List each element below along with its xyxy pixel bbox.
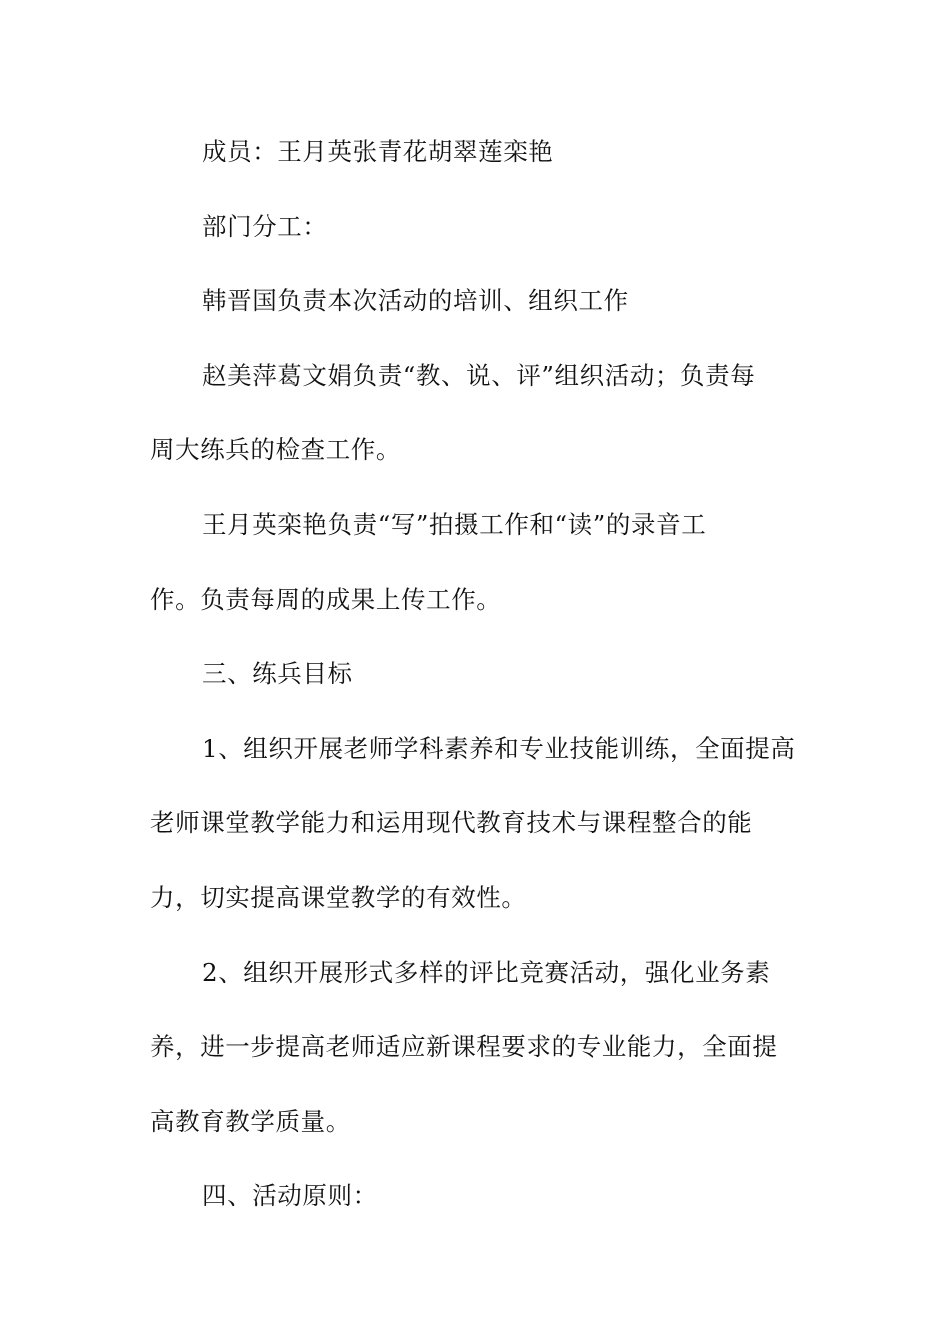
paragraph-line: 作。负责每周的成果上传工作。 [150,585,502,614]
paragraph-line: 高教育教学质量。 [150,1107,351,1136]
paragraph-line: 王月英栾艳负责“写”拍摄工作和“读”的录音工 [202,510,707,539]
paragraph-line: 2、组织开展形式多样的评比竞赛活动，强化业务素 [202,958,771,987]
paragraph-line: 周大练兵的检查工作。 [150,435,401,464]
paragraph-line: 赵美萍葛文娟负责“教、说、评”组织活动；负责每 [202,361,756,390]
division-heading: 部门分工： [202,212,328,241]
section-heading-goals: 三、练兵目标 [202,659,353,688]
section-heading-principles: 四、活动原则： [202,1181,378,1210]
paragraph-line: 1、组织开展老师学科素养和专业技能训练，全面提高 [202,734,796,763]
paragraph-line: 力，切实提高课堂教学的有效性。 [150,883,527,912]
paragraph-line: 养，进一步提高老师适应新课程要求的专业能力，全面提 [150,1032,778,1061]
paragraph-line: 老师课堂教学能力和运用现代教育技术与课程整合的能 [150,808,753,837]
paragraph-line: 韩晋国负责本次活动的培训、组织工作 [202,286,629,315]
members-line: 成员：王月英张青花胡翠莲栾艳 [202,137,554,166]
